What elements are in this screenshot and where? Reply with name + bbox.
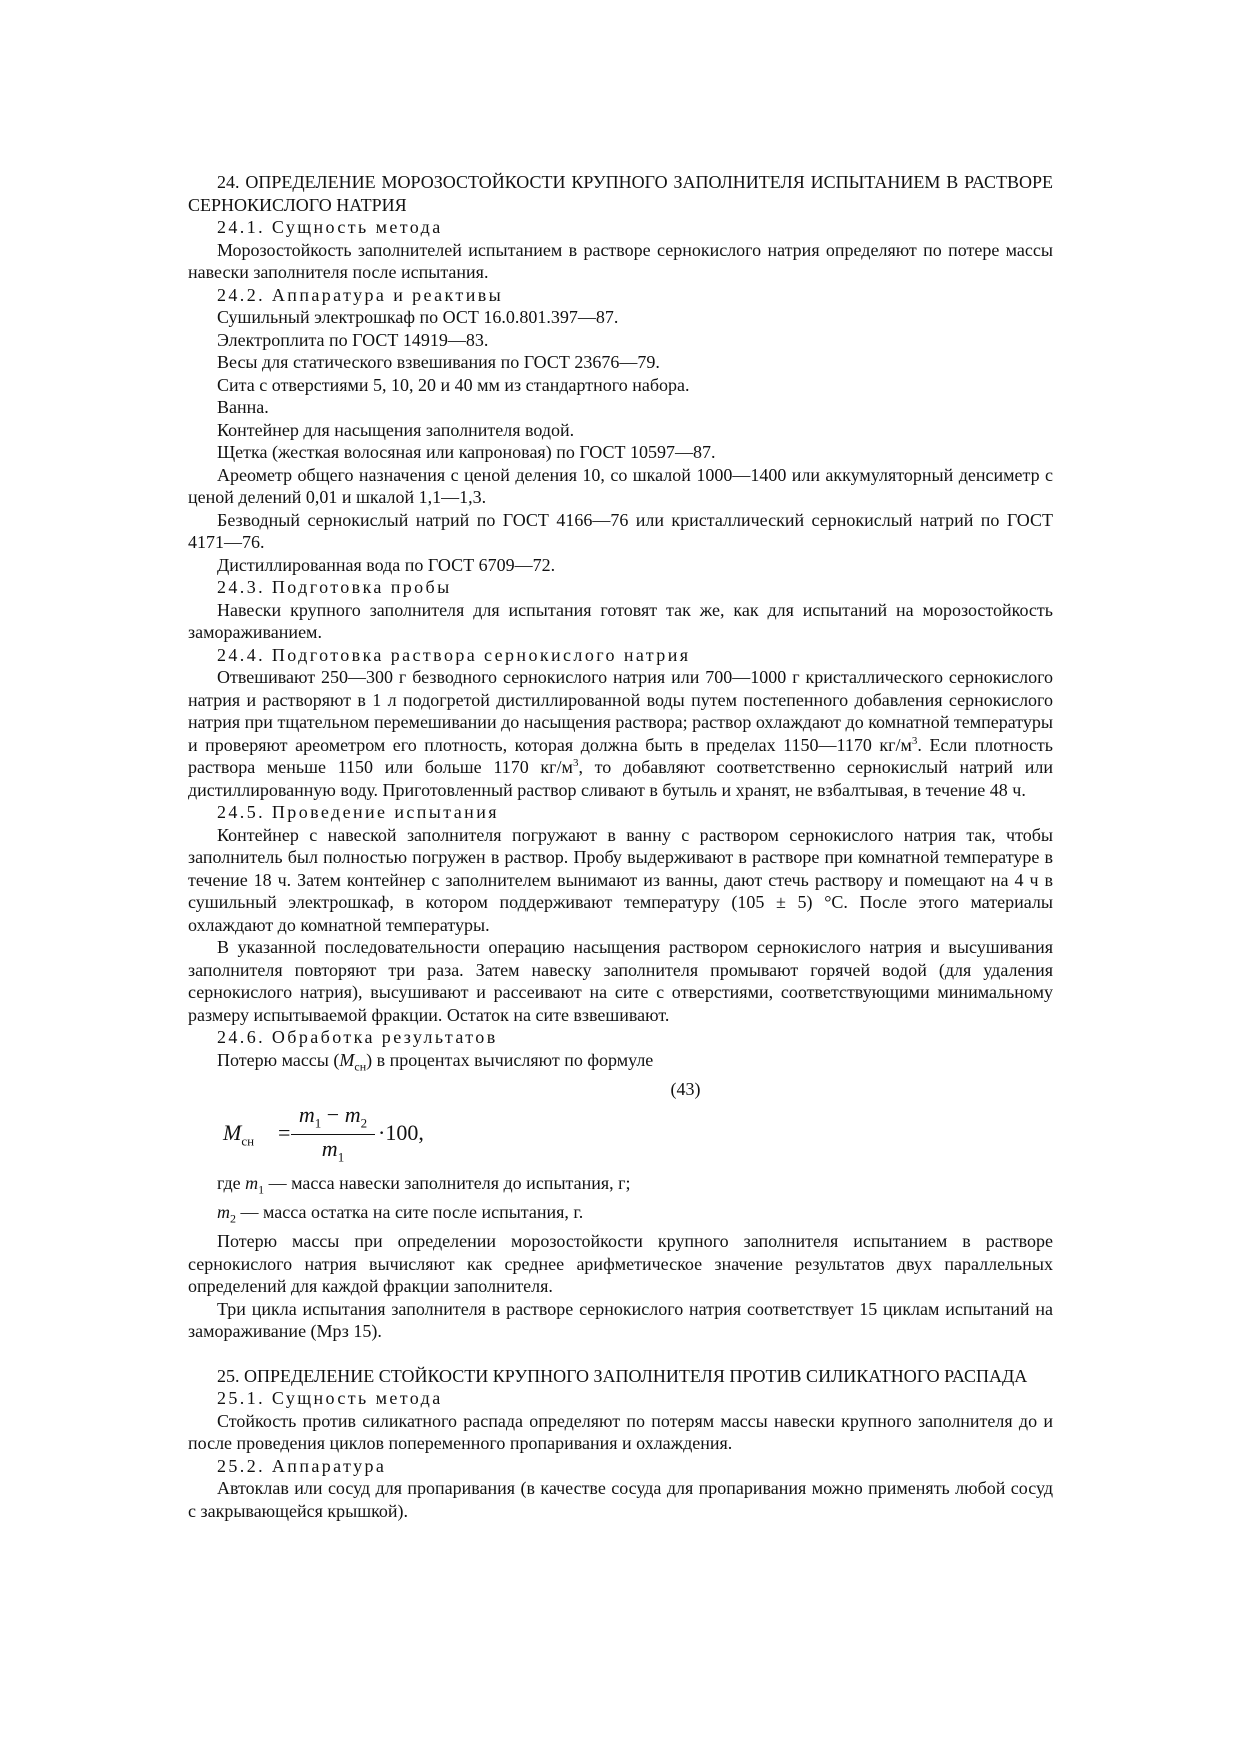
text-run: . Если плотность раствора меньше 1150 или больше 1170 кг/м [188, 734, 1053, 777]
subscript: 1 [314, 1115, 322, 1131]
section-24-2-heading: 24.2. Аппаратура и реактивы [217, 284, 504, 305]
section-24-5-heading: 24.5. Проведение испытания [217, 802, 499, 822]
formula-lhs [223, 1122, 254, 1153]
subscript: 1 [337, 1149, 345, 1165]
subscript: 2 [360, 1115, 368, 1131]
text-run: Отвешивают 250—300 г безводного сернокислого натрия или 700—1000 г кристаллического сернокислого натрия и растворяют в 1 л подогретой дистиллированной воды путем постепенного добавления сернокислого натрия при тщательном перемешивании до насыщения раствора; раствор охлаждают до комнатной температуры и проверяют ареометром его плотность, которая должна быть в пределах 1150—1170 кг/м [188, 667, 1053, 755]
equipment-item: Контейнер для насыщения заполнителя водой. [217, 419, 575, 440]
section-25-1-heading: 25.1. Сущность метода [217, 1388, 443, 1409]
symbol: m [245, 1173, 259, 1194]
section-25-2-paragraph: Автоклав или сосуд для пропаривания (в качестве сосуда для пропаривания можно применять любой сосуд с закрывающейся крышкой). [188, 1478, 1053, 1521]
text-run: где [217, 1173, 246, 1194]
subscript: 1 [258, 1182, 265, 1197]
section-24-1-heading: 24.1. Сущность метода [217, 217, 443, 237]
equipment-item: Весы для статического взвешивания по ГОСТ 23676—79. [217, 352, 660, 372]
subscript: сн [354, 1059, 367, 1074]
text-run: , то добавляют соответственно сернокислый натрий или дистиллированную воду. Приготовленный раствор сливают в бутыль и хранят, не взбалтывая, в течение 48 ч. [188, 757, 1053, 800]
formula-tail: ·100, [378, 1120, 424, 1146]
equipment-item: Щетка (жесткая волосяная или капроновая) по ГОСТ 10597—87. [217, 442, 716, 462]
where-line-1 [188, 1172, 1053, 1201]
superscript: 3 [911, 734, 918, 747]
equipment-item: Сушильный электрошкаф по ОСТ 16.0.801.397—87. [217, 307, 619, 327]
section-24-5-paragraph-2: В указанной последовательности операцию насыщения раствором сернокислого натрия и высушивания заполнителя повторяют три раза. Затем навеску заполнителя промывают горячей водой (для удаления сернокислого натрия), высушивают и рассеивают на сите с отверстиями, соответствующими минимальному размеру испытываемой фракции. Остаток на сите взвешивают. [188, 937, 1053, 1025]
section-25-2-heading: 25.2. Аппаратура [217, 1455, 387, 1476]
section-24-3-paragraph: Навески крупного заполнителя для испытания готовят так же, как для испытаний на морозостойкость замораживанием. [188, 599, 1053, 642]
subscript: 2 [230, 1211, 236, 1226]
superscript: 3 [572, 757, 579, 769]
text-run: Потерю массы ( [217, 1049, 340, 1070]
symbol: m [321, 1136, 338, 1162]
text-run: — масса остатка на сите после испытания, г. [236, 1202, 584, 1223]
formula-denominator [291, 1138, 375, 1169]
section-24-title: 24. ОПРЕДЕЛЕНИЕ МОРОЗОСТОЙКОСТИ КРУПНОГО ЗАПОЛНИТЕЛЯ ИСПЫТАНИЕМ В РАСТВОРЕ СЕРНОКИСЛОГО НАТРИЯ [188, 172, 1053, 215]
section-24-4-heading: 24.4. Подготовка раствора сернокислого натрия [217, 644, 691, 665]
equipment-item: Ареометр общего назначения с ценой деления 10, со шкалой 1000—1400 или аккумуляторный денсиметр с ценой делений 0,01 и шкалой 1,1—1,3. [188, 464, 1053, 507]
section-24-6-paragraph-3: Три цикла испытания заполнителя в растворе сернокислого натрия соответствует 15 циклам испытаний на замораживание (Мрз 15). [188, 1298, 1053, 1342]
document-page [188, 171, 1053, 1522]
section-24-6-heading: 24.6. Обработка результатов [217, 1027, 498, 1047]
equipment-item: Безводный сернокислый натрий по ГОСТ 4166—76 или кристаллический сернокислый натрий по ГОСТ 4171—76. [188, 509, 1053, 552]
text-run: — масса навески заполнителя до испытания, г; [264, 1173, 631, 1194]
equipment-item: Ванна. [217, 397, 269, 417]
section-24-5-paragraph: Контейнер с навеской заполнителя погружают в ванну с раствором сернокислого натрия так, чтобы заполнитель был полностью погружен в раствор. Пробу выдерживают в растворе при комнатной температуре в течение 18 ч. Затем контейнер с заполнителем вынимают из ванны, дают стечь раствору и помещают на 4 ч в сушильный электрошкаф, в котором поддерживают температуру (105 ± 5) °С. После этого материалы охлаждают до комнатной температуры. [188, 824, 1053, 935]
section-25-title: 25. ОПРЕДЕЛЕНИЕ СТОЙКОСТИ КРУПНОГО ЗАПОЛНИТЕЛЯ ПРОТИВ СИЛИКАТНОГО РАСПАДА [217, 1365, 1028, 1386]
symbol: M [339, 1049, 355, 1070]
equipment-item: Электроплита по ГОСТ 14919—83. [217, 329, 489, 350]
section-gap [188, 1343, 1053, 1365]
section-24-4-paragraph [188, 666, 1053, 801]
section-24-3-heading: 24.3. Подготовка пробы [217, 577, 452, 597]
equation-number: (43) [670, 1078, 701, 1099]
text-run: ) в процентах вычисляют по формуле [366, 1049, 654, 1070]
equipment-item: Дистиллированная вода по ГОСТ 6709—72. [217, 554, 556, 575]
section-24-6-paragraph [188, 1049, 1053, 1078]
symbol: M [223, 1120, 242, 1146]
section-25-1-paragraph: Стойкость против силикатного распада определяют по потерям массы навески крупного заполнителя до и после проведения циклов попеременного пропаривания и охлаждения. [188, 1410, 1053, 1454]
minus-sign: − [321, 1102, 345, 1128]
where-line-2 [188, 1201, 1053, 1230]
formula-equals: = [278, 1120, 291, 1146]
formula-numerator [291, 1104, 375, 1135]
subscript: сн [241, 1133, 255, 1149]
equipment-item: Сита с отверстиями 5, 10, 20 и 40 мм из стандартного набора. [217, 374, 690, 395]
symbol: m [217, 1202, 230, 1223]
section-24-6-paragraph-2: Потерю массы при определении морозостойкости крупного заполнителя испытанием в растворе сернокислого натрия вычисляют как среднее арифметическое значение результатов двух параллельных определений для каждой фракции заполнителя. [188, 1231, 1053, 1297]
symbol: m [344, 1102, 361, 1128]
symbol: m [298, 1102, 315, 1128]
formula [188, 1104, 1053, 1166]
section-24-1-paragraph: Морозостойкость заполнителей испытанием в растворе сернокислого натрия определяют по потере массы навески заполнителя после испытания. [188, 239, 1053, 282]
